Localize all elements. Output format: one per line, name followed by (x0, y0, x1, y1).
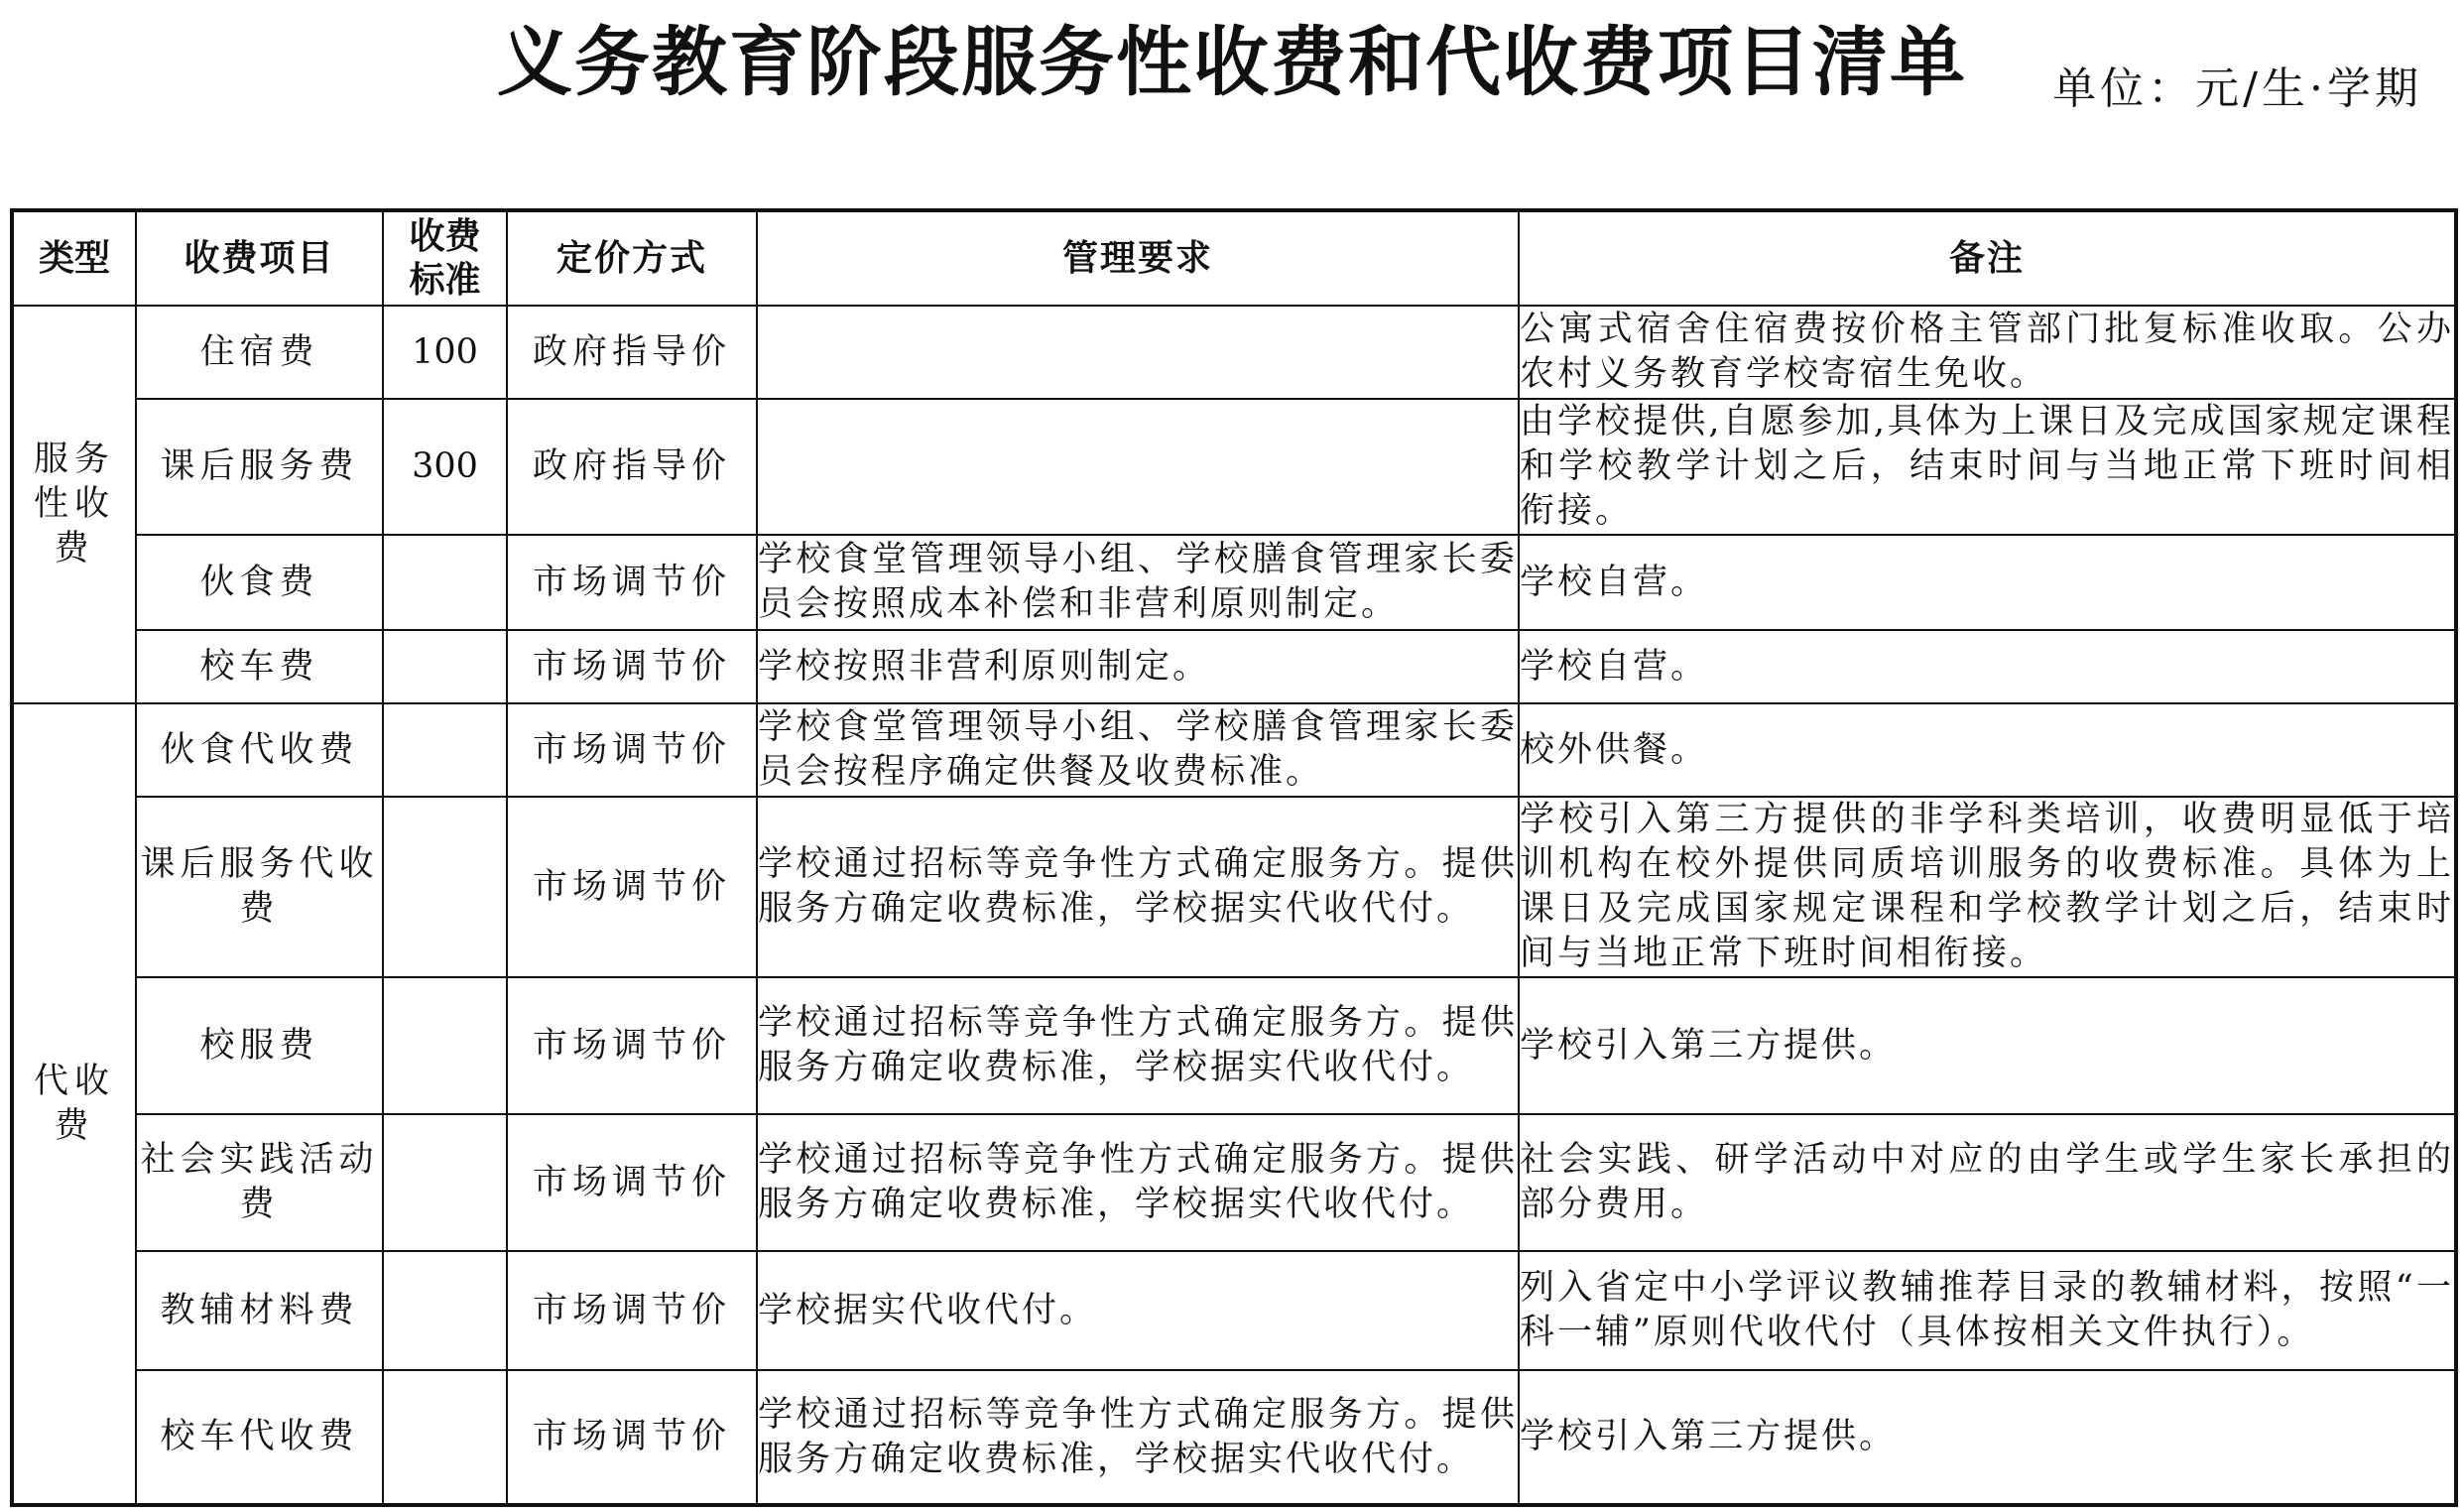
header-row (12, 210, 2456, 306)
pricing-cell: 市场调节价 (507, 703, 757, 797)
table-row (12, 977, 2456, 1114)
remarks-cell: 学校自营。 (1519, 630, 2456, 703)
item-cell: 住宿费 (136, 306, 383, 399)
management-cell: 学校通过招标等竞争性方式确定服务方。提供服务方确定收费标准，学校据实代收代付。 (757, 1370, 1519, 1505)
management-cell: 学校通过招标等竞争性方式确定服务方。提供服务方确定收费标准，学校据实代收代付。 (757, 797, 1519, 977)
management-cell: 学校通过招标等竞争性方式确定服务方。提供服务方确定收费标准，学校据实代收代付。 (757, 1114, 1519, 1251)
header-standard: 收费标准 (383, 210, 507, 306)
pricing-cell: 市场调节价 (507, 797, 757, 977)
remarks-cell: 公寓式宿舍住宿费按价格主管部门批复标准收取。公办农村义务教育学校寄宿生免收。 (1519, 306, 2456, 399)
standard-cell (383, 797, 507, 977)
item-cell: 校服费 (136, 977, 383, 1114)
management-cell (757, 306, 1519, 399)
standard-cell: 300 (383, 399, 507, 535)
management-cell: 学校食堂管理领导小组、学校膳食管理家长委员会按照成本补偿和非营利原则制定。 (757, 535, 1519, 630)
table-row (12, 630, 2456, 703)
table-row (12, 399, 2456, 535)
pricing-cell: 市场调节价 (507, 977, 757, 1114)
pricing-cell: 政府指导价 (507, 399, 757, 535)
table-row (12, 1251, 2456, 1370)
group-type-service: 服务性收费 (12, 306, 136, 703)
table-row (12, 703, 2456, 797)
standard-cell: 100 (383, 306, 507, 399)
management-cell: 学校据实代收代付。 (757, 1251, 1519, 1370)
remarks-cell: 由学校提供,自愿参加,具体为上课日及完成国家规定课程和学校教学计划之后，结束时间与当地正常下班时间相衔接。 (1519, 399, 2456, 535)
pricing-cell: 市场调节价 (507, 630, 757, 703)
page-title: 义务教育阶段服务性收费和代收费项目清单 (497, 18, 1967, 106)
table-row (12, 535, 2456, 630)
remarks-cell: 学校自营。 (1519, 535, 2456, 630)
standard-cell (383, 1370, 507, 1505)
management-cell: 学校通过招标等竞争性方式确定服务方。提供服务方确定收费标准，学校据实代收代付。 (757, 977, 1519, 1114)
header-pricing: 定价方式 (507, 210, 757, 306)
header-remarks: 备注 (1519, 210, 2456, 306)
unit-note: 单位：元/生·学期 (2052, 63, 2422, 114)
item-cell: 校车费 (136, 630, 383, 703)
standard-cell (383, 1251, 507, 1370)
pricing-cell: 政府指导价 (507, 306, 757, 399)
header-item: 收费项目 (136, 210, 383, 306)
remarks-cell: 学校引入第三方提供。 (1519, 1370, 2456, 1505)
remarks-cell: 列入省定中小学评议教辅推荐目录的教辅材料，按照“一科一辅”原则代收代付（具体按相关文件执行）。 (1519, 1251, 2456, 1370)
item-cell: 课后服务代收费 (136, 797, 383, 977)
management-cell: 学校按照非营利原则制定。 (757, 630, 1519, 703)
table-row (12, 797, 2456, 977)
pricing-cell: 市场调节价 (507, 1114, 757, 1251)
remarks-cell: 校外供餐。 (1519, 703, 2456, 797)
item-cell: 课后服务费 (136, 399, 383, 535)
header-type: 类型 (12, 210, 136, 306)
pricing-cell: 市场调节价 (507, 535, 757, 630)
standard-cell (383, 630, 507, 703)
remarks-cell: 学校引入第三方提供。 (1519, 977, 2456, 1114)
item-cell: 教辅材料费 (136, 1251, 383, 1370)
remarks-cell: 学校引入第三方提供的非学科类培训，收费明显低于培训机构在校外提供同质培训服务的收费标准。具体为上课日及完成国家规定课程和学校教学计划之后，结束时间与当地正常下班时间相衔接。 (1519, 797, 2456, 977)
group-type-collection: 代收费 (12, 703, 136, 1505)
management-cell: 学校食堂管理领导小组、学校膳食管理家长委员会按程序确定供餐及收费标准。 (757, 703, 1519, 797)
pricing-cell: 市场调节价 (507, 1251, 757, 1370)
table-row (12, 1114, 2456, 1251)
standard-cell (383, 1114, 507, 1251)
item-cell: 伙食代收费 (136, 703, 383, 797)
header-management: 管理要求 (757, 210, 1519, 306)
standard-cell (383, 977, 507, 1114)
pricing-cell: 市场调节价 (507, 1370, 757, 1505)
management-cell (757, 399, 1519, 535)
fee-table (10, 208, 2458, 1507)
standard-cell (383, 535, 507, 630)
item-cell: 社会实践活动费 (136, 1114, 383, 1251)
table-row (12, 306, 2456, 399)
remarks-cell: 社会实践、研学活动中对应的由学生或学生家长承担的部分费用。 (1519, 1114, 2456, 1251)
table-row (12, 1370, 2456, 1505)
item-cell: 校车代收费 (136, 1370, 383, 1505)
item-cell: 伙食费 (136, 535, 383, 630)
standard-cell (383, 703, 507, 797)
